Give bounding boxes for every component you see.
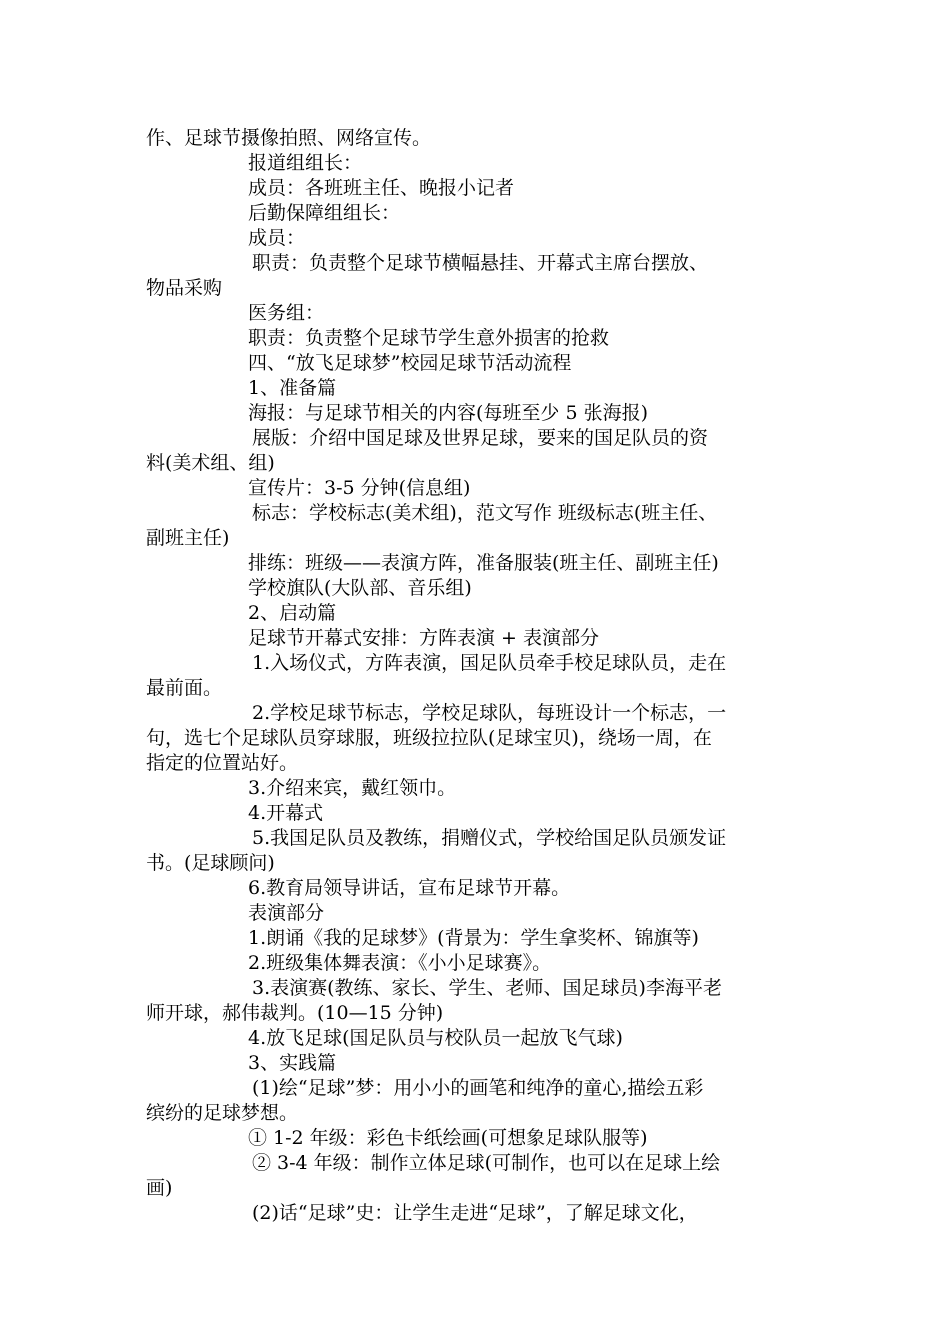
subsection-heading: 1、准备篇 <box>248 377 337 399</box>
text-line: 物品采购 <box>146 277 223 299</box>
text-line: 1.入场仪式，方阵表演，国足队员牵手校足球队员，走在 <box>252 652 727 674</box>
text-line: 缤纷的足球梦想。 <box>146 1102 299 1124</box>
section-heading: 四、“放飞足球梦”校园足球节活动流程 <box>248 352 572 374</box>
text-line: 职责：负责整个足球节横幅悬挂、开幕式主席台摆放、 <box>252 252 709 274</box>
text-line: 展版：介绍中国足球及世界足球，要来的国足队员的资 <box>252 427 709 449</box>
text-line: 4.开幕式 <box>248 802 324 824</box>
text-line: ① 1-2 年级：彩色卡纸绘画(可想象足球队服等) <box>248 1127 648 1149</box>
text-line: 医务组： <box>248 302 325 324</box>
text-line: 排练：班级——表演方阵，准备服装(班主任、副班主任) <box>248 552 719 574</box>
text-line: 书。(足球顾问) <box>146 852 275 874</box>
text-line: 作、足球节摄像拍照、网络宣传。 <box>146 127 432 149</box>
subsection-heading: 表演部分 <box>248 902 325 924</box>
text-line: 最前面。 <box>146 677 223 699</box>
text-line: 指定的位置站好。 <box>146 752 299 774</box>
text-line: 句，选七个足球队员穿球服，班级拉拉队(足球宝贝)，绕场一周，在 <box>146 727 712 749</box>
text-line: 5.我国足队员及教练，捐赠仪式，学校给国足队员颁发证 <box>252 827 727 849</box>
text-line: 6.教育局领导讲话，宣布足球节开幕。 <box>248 877 571 899</box>
text-line: 师开球，郝伟裁判。(10—15 分钟) <box>146 1002 444 1024</box>
text-line: 报道组组长： <box>248 152 363 174</box>
text-line: (1)绘“足球”梦：用小小的画笔和纯净的童心,描绘五彩 <box>252 1077 704 1099</box>
text-line: ② 3-4 年级：制作立体足球(可制作，也可以在足球上绘 <box>252 1152 721 1174</box>
text-line: 2.学校足球节标志，学校足球队，每班设计一个标志，一 <box>252 702 727 724</box>
text-line: 1.朗诵《我的足球梦》(背景为：学生拿奖杯、锦旗等) <box>248 927 699 949</box>
text-line: 足球节开幕式安排：方阵表演 + 表演部分 <box>248 627 600 649</box>
text-line: 3.表演赛(教练、家长、学生、老师、国足球员)李海平老 <box>252 977 722 999</box>
text-line: (2)话“足球”史：让学生走进“足球”，了解足球文化， <box>252 1202 698 1224</box>
text-line: 4.放飞足球(国足队员与校队员一起放飞气球) <box>248 1027 623 1049</box>
text-line: 成员：各班班主任、晚报小记者 <box>248 177 515 199</box>
text-line: 海报：与足球节相关的内容(每班至少 5 张海报) <box>248 402 648 424</box>
subsection-heading: 2、启动篇 <box>248 602 337 624</box>
text-line: 标志：学校标志(美术组)，范文写作 班级标志(班主任、 <box>252 502 718 524</box>
text-line: 料(美术组、组) <box>146 452 275 474</box>
text-line: 画) <box>146 1177 173 1199</box>
text-line: 后勤保障组组长： <box>248 202 401 224</box>
text-line: 学校旗队(大队部、音乐组) <box>248 577 472 599</box>
subsection-heading: 3、实践篇 <box>248 1052 337 1074</box>
text-line: 2.班级集体舞表演：《小小足球赛》。 <box>248 952 552 974</box>
text-line: 成员： <box>248 227 306 249</box>
text-line: 职责：负责整个足球节学生意外损害的抢救 <box>248 327 610 349</box>
text-line: 3.介绍来宾，戴红领巾。 <box>248 777 457 799</box>
text-line: 宣传片：3-5 分钟(信息组) <box>248 477 471 499</box>
text-line: 副班主任) <box>146 527 230 549</box>
